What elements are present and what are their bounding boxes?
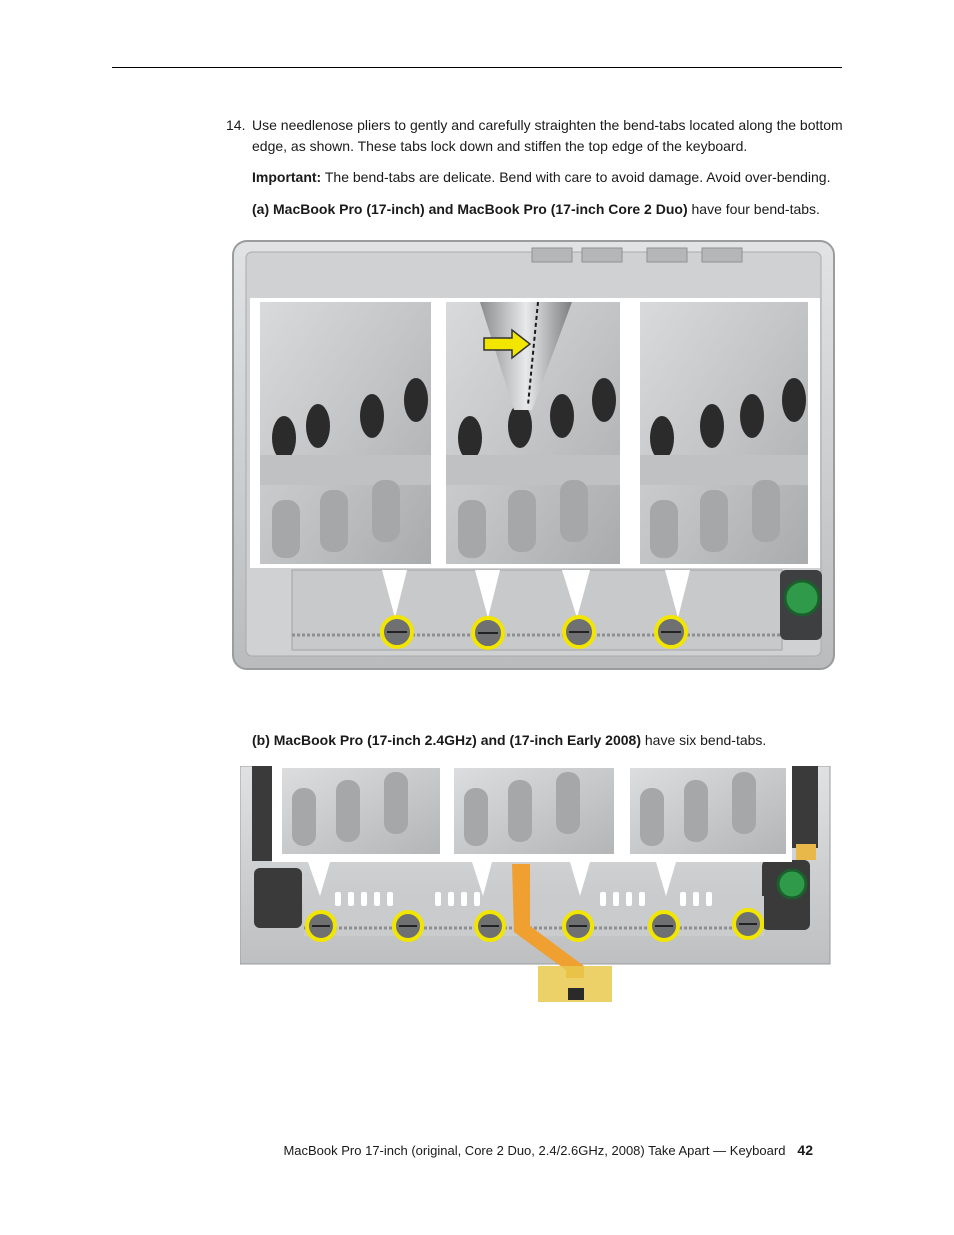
step-number: 14. (226, 117, 246, 133)
speaker-icon (785, 581, 819, 615)
photo-panel-b2 (454, 768, 614, 854)
photo-panel-b3 (630, 768, 786, 854)
caption-a (252, 199, 852, 220)
caption-b-bold: (b) MacBook Pro (17-inch 2.4GHz) and (17-inch Early 2008) (252, 732, 641, 748)
page-number: 42 (797, 1142, 813, 1158)
important-note (252, 167, 852, 188)
step-text: Use needlenose pliers to gently and carefully straighten the bend-tabs located along the bottom edge, as shown. These tabs lock down and stiffen the top edge of the keyboard. (252, 117, 843, 154)
important-text: The bend-tabs are delicate. Bend with care to avoid damage. Avoid over-bending. (324, 169, 831, 185)
header-rule (112, 67, 842, 68)
important-label: Important: (252, 169, 322, 185)
photo-panel-pliers (446, 302, 620, 564)
caption-a-bold: (a) MacBook Pro (17-inch) and MacBook Pro (17-inch Core 2 Duo) (252, 201, 688, 217)
caption-b-rest: have six bend-tabs. (644, 732, 767, 748)
caption-b (252, 730, 852, 751)
figure-a-four-bend-tabs (232, 240, 835, 670)
page-footer (283, 1140, 813, 1161)
figure-b-six-bend-tabs (240, 766, 832, 1006)
caption-a-rest: have four bend-tabs. (691, 201, 820, 217)
photo-panel-before (260, 302, 431, 564)
photo-panel-b1 (282, 768, 440, 854)
footer-title: MacBook Pro 17-inch (original, Core 2 Duo, 2.4/2.6GHz, 2008) Take Apart — Keyboard (283, 1143, 786, 1158)
speaker-icon (778, 870, 806, 898)
photo-panel-after (640, 302, 808, 564)
